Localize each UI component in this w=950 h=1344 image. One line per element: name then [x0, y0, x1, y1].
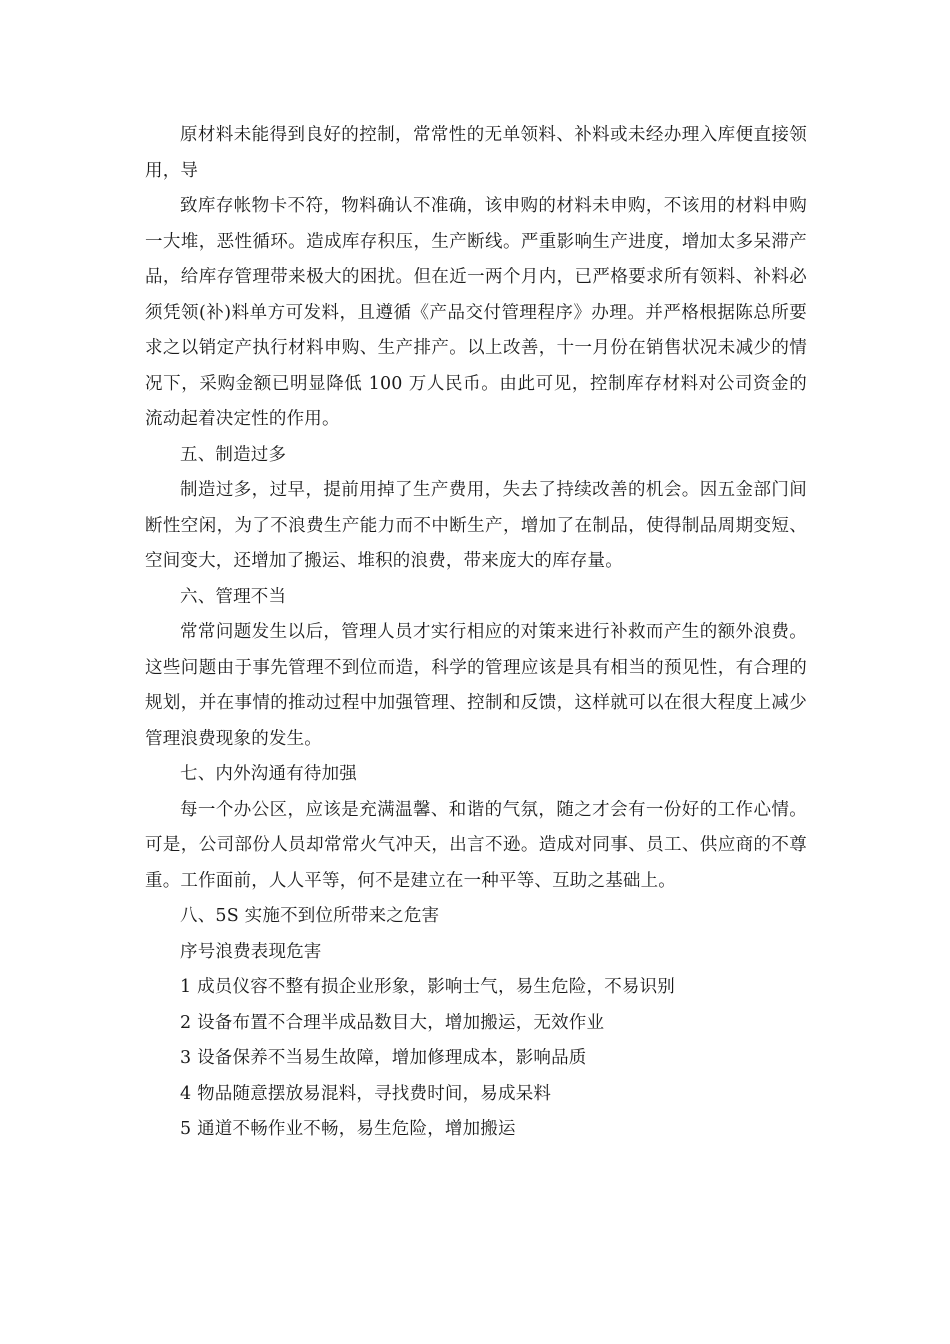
heading-5s-hazards: 八、5S 实施不到位所带来之危害: [180, 906, 440, 926]
table-row: 1 成员仪容不整有损企业形象，影响士气，易生危险，不易识别: [180, 977, 675, 997]
table-header: 序号浪费表现危害: [180, 941, 322, 962]
table-row: 2 设备布置不合理半成品数目大，增加搬运，无效作业: [180, 1012, 605, 1033]
paragraph-overproduction: 制造过多，过早，提前用掉了生产费用，失去了持续改善的机会。因五金部门间断性空闲，为了不浪费生产能力而不中断生产，增加了在制品，使得制品周期变短、空间变大，还增加了搬运、堆积的浪费，带来庞大的库存量。: [145, 480, 807, 571]
table-row: 5 通道不畅作业不畅，易生危险，增加搬运: [180, 1119, 516, 1139]
paragraph-mismanagement: 常常问题发生以后，管理人员才实行相应的对策来进行补救而产生的额外浪费。这些问题由于事先管理不到位而造，科学的管理应该是具有相当的预见性，有合理的规划，并在事情的推动过程中加强管理、控制和反馈，这样就可以在很大程度上减少管理浪费现象的发生。: [145, 622, 807, 749]
table-row: 3 设备保养不当易生故障，增加修理成本，影响品质: [180, 1048, 587, 1068]
heading-overproduction: 五、制造过多: [180, 444, 287, 465]
paragraph-communication: 每一个办公区，应该是充满温馨、和谐的气氛，随之才会有一份好的工作心情。可是，公司部份人员却常常火气冲天，出言不逊。造成对同事、员工、供应商的不尊重。工作面前，人人平等，何不是建立在一种平等、互助之基础上。: [145, 799, 807, 891]
paragraph-inventory-mismatch: 致库存帐物卡不符，物料确认不准确，该申购的材料未申购，不该用的材料申购一大堆，恶性循环。造成库存积压，生产断线。严重影响生产进度，增加太多呆滞产品，给库存管理带来极大的困扰。但在近一两个月内，已严格要求所有领料、补料必须凭领(补)料单方可发料，且遵循《产品交付管理程序》办理。并严格根据陈总所要求之以销定产执行材料申购、生产排产。以上改善，十一月份在销售状况未减少的情况下，采购金额已明显降低 100 万人民币。由此可见，控制库存材料对公司资金的流动起着决定性的作用。: [145, 196, 807, 429]
heading-communication: 七、内外沟通有待加强: [180, 764, 357, 784]
document-page: [145, 118, 807, 1148]
heading-mismanagement: 六、管理不当: [180, 586, 287, 607]
table-row: 4 物品随意摆放易混料，寻找费时间，易成呆料: [180, 1083, 552, 1104]
paragraph-material-control: 原材料未能得到良好的控制，常常性的无单领料、补料或未经办理入库便直接领用，导: [145, 125, 807, 181]
